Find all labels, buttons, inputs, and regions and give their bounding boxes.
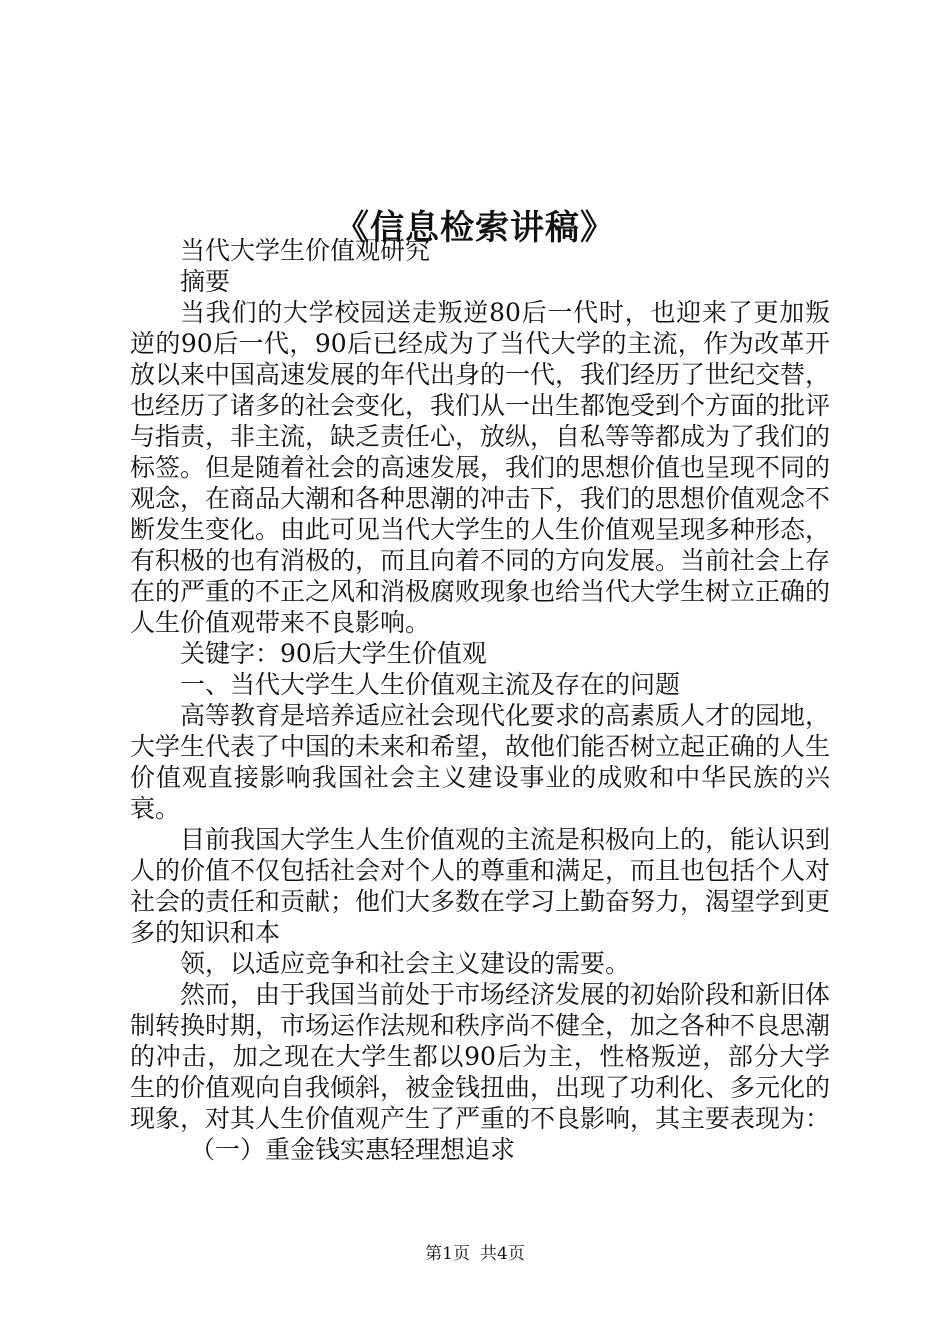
paragraph-body: 高等教育是培养适应社会现代化要求的高素质人才的园地，大学生代表了中国的未来和希望，故他们能否树立起正确的人生价值观直接影响我国社会主义建设事业的成败和中华民族的兴衰。 — [130, 701, 831, 823]
paragraph-keywords: 关键字：90后大学生价值观 — [180, 639, 487, 668]
paragraph-body-continued: 领，以适应竞争和社会主义建设的需要。 — [180, 949, 631, 978]
paragraph-body: 目前我国大学生人生价值观的主流是积极向上的，能认识到人的价值不仅包括社会对个人的尊重和满足，而且也包括个人对社会的责任和贡献；他们大多数在学习上勤奋努力，渴望学到更多的知识和本 — [130, 825, 831, 947]
paragraph-abstract: 当我们的大学校园送走叛逆80后一代时，也迎来了更加叛逆的90后一代，90后已经成为了当代大学的主流，作为改革开放以来中国高速发展的年代出身的一代，我们经历了世纪交替，也经历了诸多的社会变化，我们从一出生都饱受到个方面的批评与指责，非主流，缺乏责任心，放纵，自私等等都成为了我们的标签。但是随着社会的高速发展，我们的思想价值也呈现不同的观念，在商品大潮和各种思潮的冲击下，我们的思想价值观念不断发生变化。由此可见当代大学生的人生价值观呈现多种形态，有积极的也有消极的，而且向着不同的方向发展。当前社会上存在的严重的不正之风和消极腐败现象也给当代大学生树立正确的人生价值观带来不良影响。 — [130, 298, 831, 637]
document-body — [130, 235, 830, 1165]
page-footer — [0, 1243, 950, 1265]
paragraph-subsection-heading: （一）重金钱实惠轻理想追求 — [190, 1135, 516, 1164]
document-title: 《信息检索讲稿》 — [335, 207, 615, 248]
paragraph-section-heading: 一、当代大学生人生价值观主流及存在的问题 — [180, 670, 681, 699]
page-number: 第1页 — [425, 1244, 470, 1264]
page-total: 共4页 — [480, 1244, 525, 1264]
paragraph-body: 然而，由于我国当前处于市场经济发展的初始阶段和新旧体制转换时期，市场运作法规和秩序尚不健全，加之各种不良思潮的冲击，加之现在大学生都以90后为主，性格叛逆，部分大学生的价值观向自我倾斜，被金钱扭曲，出现了功利化、多元化的现象，对其人生价值观产生了严重的不良影响，其主要表现为： — [130, 980, 831, 1133]
paragraph-subtitle: 当代大学生价值观研究 — [180, 236, 431, 265]
paragraph-abstract-heading: 摘要 — [180, 267, 231, 296]
